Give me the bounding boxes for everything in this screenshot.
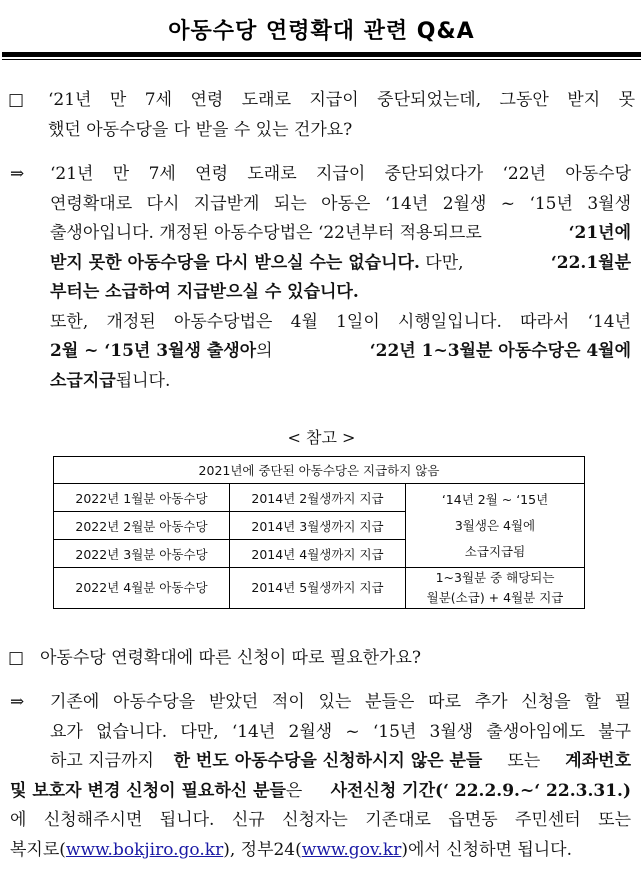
answer-1-line-8: 소급지급됩니다.	[50, 370, 171, 391]
answer-1-line-4: 받지 못한 아동수당을 다시 받으실 수는 없습니다. 다만, ‘22.1월분	[50, 252, 631, 273]
answer-2-line-4: 및 보호자 변경 신청이 필요하신 분들은 사전신청 기간(‘ 22.2.9.~‘ 22.3.31.)	[10, 780, 631, 801]
bokjiro-link[interactable]: www.bokjiro.go.kr	[65, 839, 224, 860]
answer-2-line-5: 에 신청해주시면 됩니다. 신규 신청자는 기존대로 읍면동 주민센터 또는	[10, 810, 631, 830]
answer-1	[0, 160, 643, 396]
checkbox-bullet-icon: □	[8, 90, 25, 110]
answer-1-line-2: 연령확대로 다시 지급받게 되는 아동은 ‘14년 2월생 ~ ‘15년 3월생	[50, 193, 631, 214]
page-title: 아동수당 연령확대 관련 Q&A	[168, 19, 475, 44]
answer-1-line-7: 2월 ~ ‘15년 3월생 출생아의 ‘22년 1~3월분 아동수당은 4월에	[50, 341, 631, 361]
answer-2	[0, 688, 643, 865]
reference-title: < 참고 >	[287, 428, 356, 447]
answer-2-line-6: 복지로(www.bokjiro.go.kr), 정부24(www.gov.kr)에서 신청하면 됩니다.	[10, 839, 572, 860]
reference-note-last: 1~3월분 중 해당되는 월분(소급) + 4월분 지급	[406, 568, 585, 609]
question-1-line-2: 했던 아동수당을 다 받을 수 있는 건가요?	[48, 119, 353, 140]
gov-link[interactable]: www.gov.kr	[301, 839, 402, 860]
title-rule-thin	[2, 59, 641, 60]
title-rule-thick	[2, 52, 641, 57]
arrow-icon: ⇒	[10, 692, 25, 712]
answer-1-line-6: 또한, 개정된 아동수당법은 4월 1일이 시행일입니다. 따라서 ‘14년	[50, 311, 631, 332]
question-2-text: 아동수당 연령확대에 따른 신청이 따로 필요한가요?	[40, 648, 421, 668]
answer-1-line-5: 부터는 소급하여 지급받으실 수 있습니다.	[50, 282, 359, 302]
answer-2-line-3: 하고 지금까지 한 번도 아동수당을 신청하시지 않은 분들 또는 계좌번호	[50, 751, 631, 771]
reference-table-header: 2021년에 중단된 아동수당은 지급하지 않음	[54, 457, 585, 484]
answer-1-line-1: ‘21년 만 7세 연령 도래로 지급이 중단되었다가 ‘22년 아동수당	[50, 164, 631, 184]
header	[0, 0, 643, 70]
question-2	[0, 644, 643, 674]
reference-note-merged: ‘14년 2월 ~ ‘15년 3월생은 4월에 소급지급됨	[406, 484, 585, 568]
checkbox-bullet-icon: □	[8, 648, 25, 668]
table-row: 2022년 4월분 아동수당 2014년 5월생까지 지급 1~3월분 중 해당되는 월분(소급) + 4월분 지급	[54, 568, 585, 609]
table-row: 2022년 2월분 아동수당 2014년 3월생까지 지급	[54, 512, 585, 540]
question-1-line-1: ‘21년 만 7세 연령 도래로 지급이 중단되었는데, 그동안 받지 못	[48, 90, 635, 110]
table-row: 2022년 1월분 아동수당 2014년 2월생까지 지급 ‘14년 2월 ~ ‘15년 3월생은 4월에 소급지급됨	[54, 484, 585, 512]
table-row: 2022년 3월분 아동수당 2014년 4월생까지 지급	[54, 540, 585, 568]
reference-table	[53, 456, 585, 609]
answer-2-line-2: 요가 없습니다. 다만, ‘14년 2월생 ~ ‘15년 3월생 출생아임에도 불구	[50, 721, 631, 742]
answer-1-line-3: 출생아입니다. 개정된 아동수당법은 ‘22년부터 적용되므로 ‘21년에	[50, 223, 631, 243]
question-1	[0, 86, 643, 145]
arrow-icon: ⇒	[10, 164, 25, 184]
answer-2-line-1: 기존에 아동수당을 받았던 적이 있는 분들은 따로 추가 신청을 할 필	[50, 692, 631, 712]
